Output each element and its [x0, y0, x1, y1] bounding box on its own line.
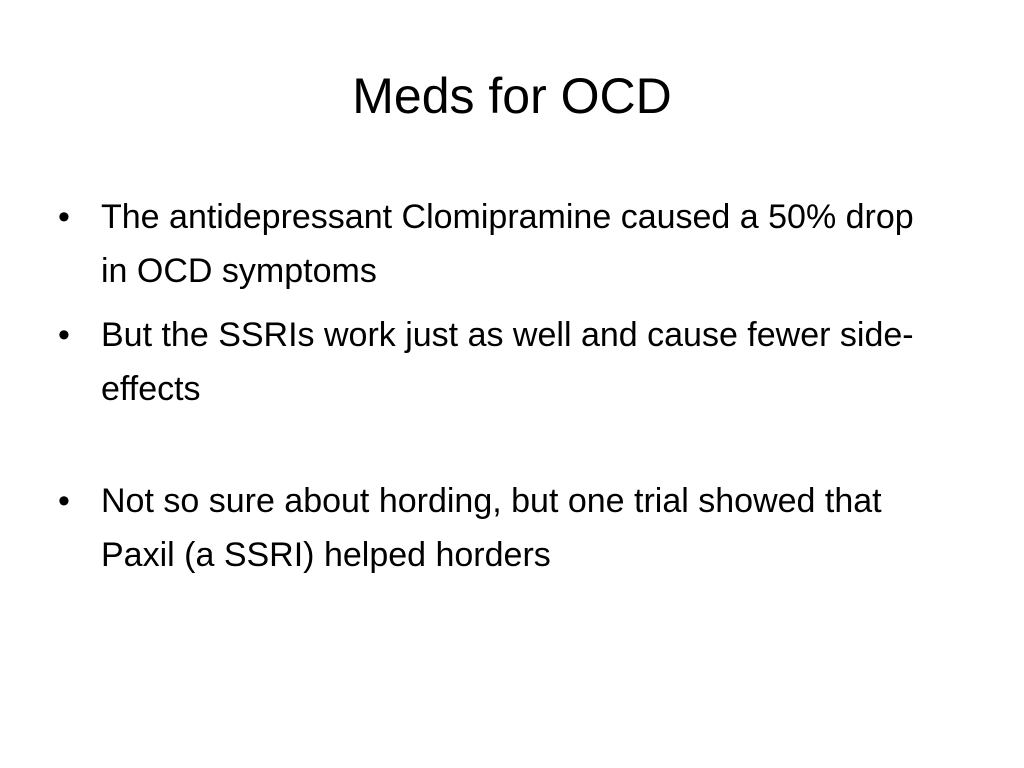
bullet-dot-icon: • — [58, 482, 70, 520]
bullet-item — [58, 474, 938, 582]
bullet-text: Not so sure about hording, but one trial showed that Paxil (a SSRI) helped horders — [101, 482, 882, 574]
bullet-text: But the SSRIs work just as well and cause fewer side-effects — [101, 316, 914, 408]
bullet-dot-icon: • — [58, 316, 70, 354]
bullet-text: The antidepressant Clomipramine caused a 50% drop in OCD symptoms — [101, 198, 914, 290]
bullet-dot-icon: • — [58, 198, 70, 236]
bullet-item — [58, 190, 938, 298]
bullet-item — [58, 308, 938, 416]
slide-title: Meds for OCD — [352, 68, 672, 124]
bullet-list — [58, 190, 938, 592]
